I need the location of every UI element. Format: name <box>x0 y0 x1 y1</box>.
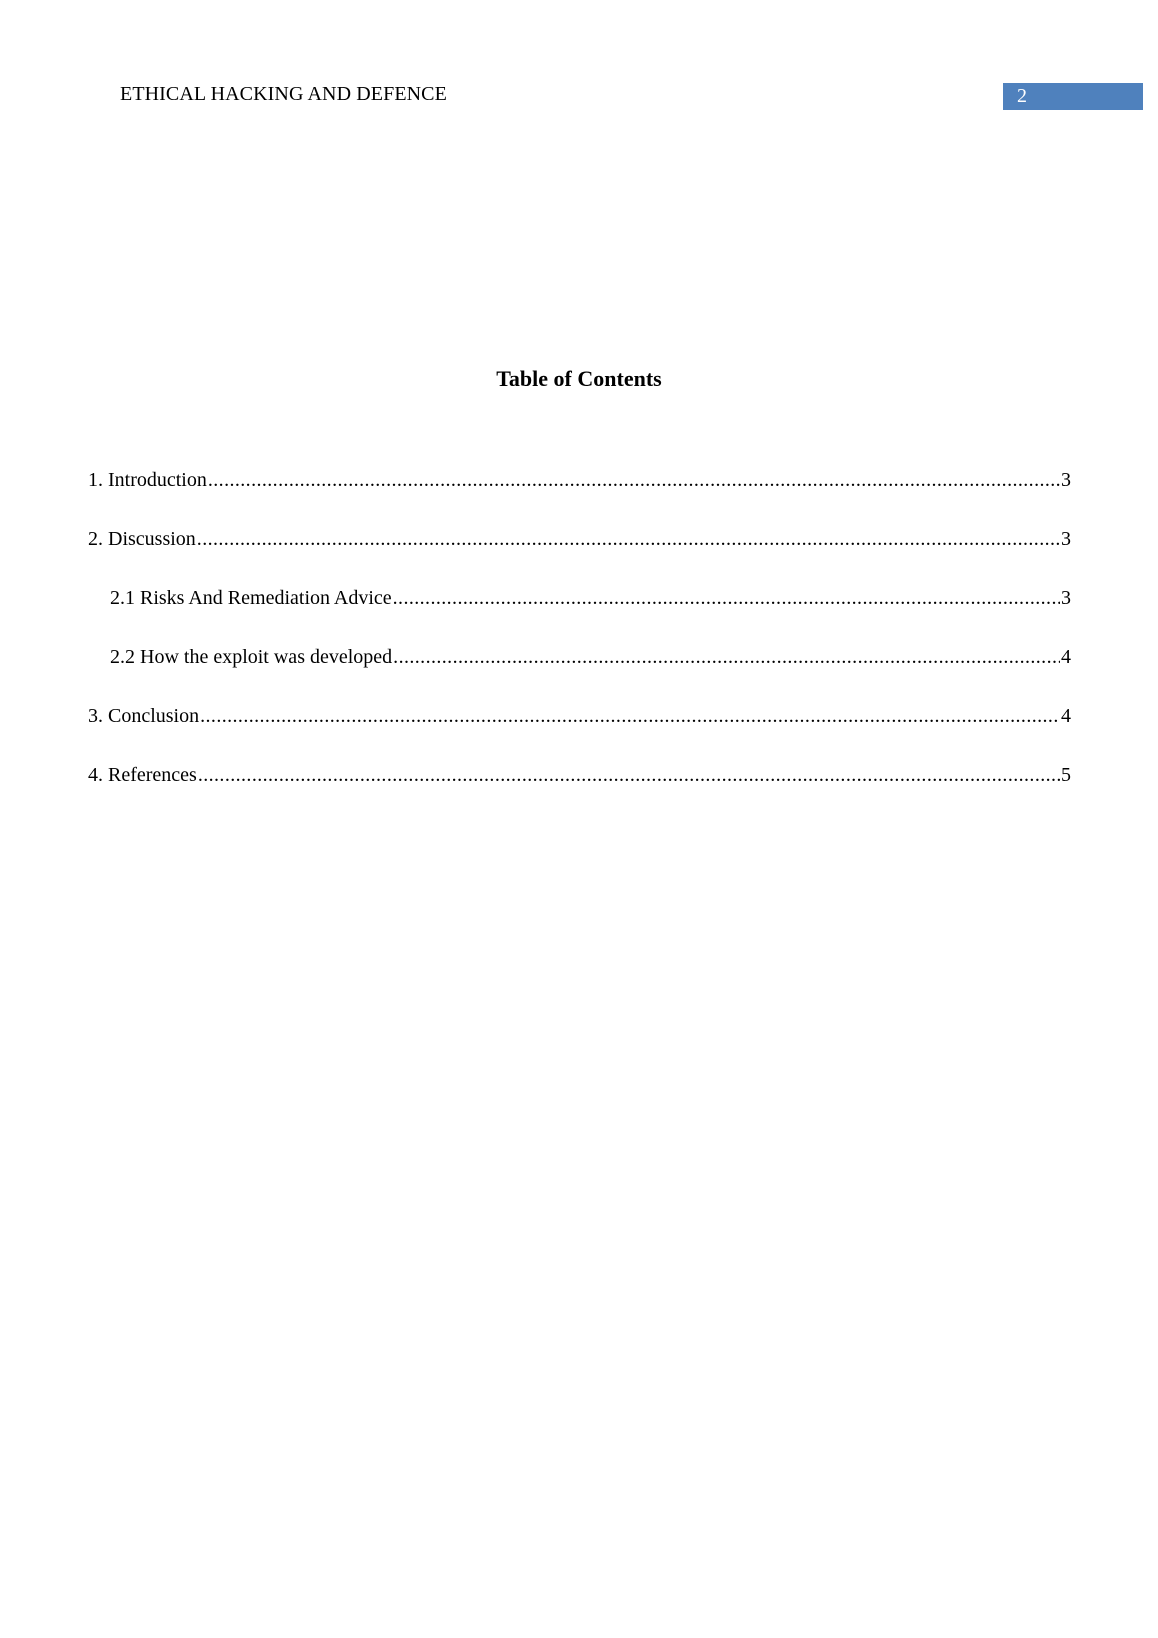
toc-entry-label: 2.1 Risks And Remediation Advice <box>110 587 392 609</box>
toc-dot-leader <box>198 763 1060 787</box>
toc-heading: Table of Contents <box>496 366 662 391</box>
toc-dot-leader <box>208 468 1060 492</box>
toc-entry-introduction[interactable] <box>88 468 1071 492</box>
running-header-title: ETHICAL HACKING AND DEFENCE <box>120 83 447 105</box>
toc-entry-risks-remediation[interactable] <box>110 586 1071 610</box>
toc-entry-page: 5 <box>1061 764 1071 786</box>
page-number-badge <box>1003 83 1143 110</box>
toc-entry-exploit-developed[interactable] <box>110 645 1071 669</box>
toc-dot-leader <box>393 645 1060 669</box>
toc-entry-label: 1. Introduction <box>88 469 207 491</box>
toc-entry-label: 2.2 How the exploit was developed <box>110 646 393 668</box>
toc-entry-page: 3 <box>1061 528 1071 550</box>
toc-entry-page: 4 <box>1061 705 1071 727</box>
toc-dot-leader <box>200 704 1060 728</box>
toc-dot-leader <box>393 586 1060 610</box>
page-number: 2 <box>1017 85 1027 107</box>
toc-dot-leader <box>197 527 1060 551</box>
toc-entry-label: 2. Discussion <box>88 528 196 550</box>
toc-entry-discussion[interactable] <box>88 527 1071 551</box>
toc-entry-page: 4 <box>1061 646 1071 668</box>
toc-entry-conclusion[interactable] <box>88 704 1071 728</box>
toc-entry-label: 3. Conclusion <box>88 705 200 727</box>
toc-entry-label: 4. References <box>88 764 197 786</box>
toc-entry-page: 3 <box>1061 587 1071 609</box>
toc-entry-references[interactable] <box>88 763 1071 787</box>
toc-entry-page: 3 <box>1061 469 1071 491</box>
